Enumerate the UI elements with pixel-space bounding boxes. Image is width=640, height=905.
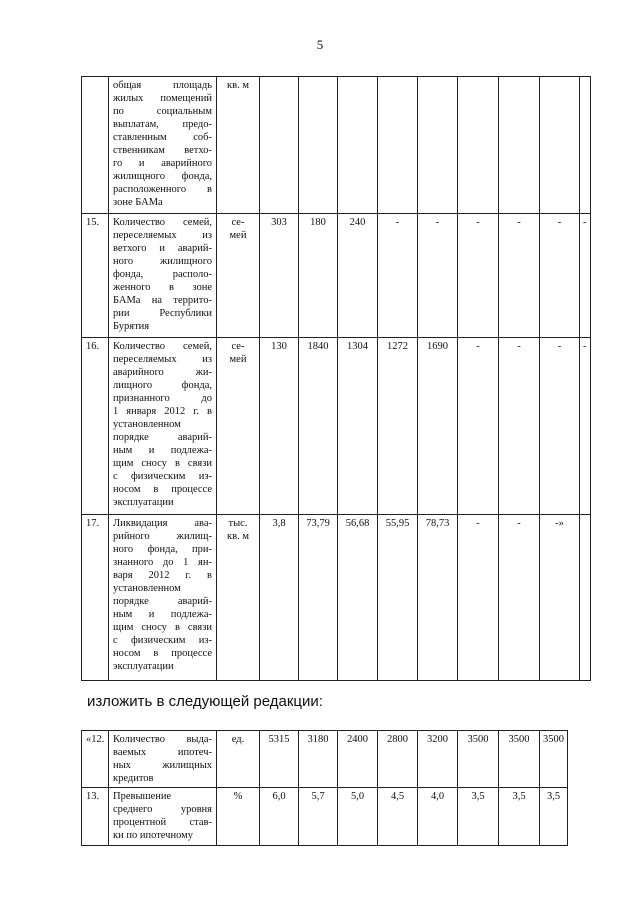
description-line: ного жилищного xyxy=(113,256,212,267)
description-line: установленном xyxy=(113,583,181,594)
value-cell: - xyxy=(378,214,418,338)
value-cell: 78,73 xyxy=(418,515,458,681)
value-cell: 73,79 xyxy=(299,515,338,681)
description-line: общая площадь xyxy=(113,80,212,91)
value-cell xyxy=(458,77,499,214)
value-cell: - xyxy=(499,338,540,515)
value-cell: 3500 xyxy=(458,731,499,788)
row-number: 17. xyxy=(82,515,109,681)
table-row xyxy=(82,788,568,846)
description-line: аварийного жи- xyxy=(113,367,212,378)
value-cell: 1690 xyxy=(418,338,458,515)
description-line: порядке аварий- xyxy=(113,596,212,607)
description-line: щим сносу в связи xyxy=(113,622,212,633)
indicator-description xyxy=(109,515,217,681)
description-line: переселяемых из xyxy=(113,230,212,241)
description-line: ным и подлежа- xyxy=(113,445,212,456)
row-number: «12. xyxy=(82,731,109,788)
value-cell: 3200 xyxy=(418,731,458,788)
description-line: носом в процессе xyxy=(113,484,212,495)
description-line: признанного до xyxy=(113,393,212,404)
description-line: варя 2012 г. в xyxy=(113,570,212,581)
value-cell: - xyxy=(499,214,540,338)
page-number: 5 xyxy=(316,37,324,52)
value-cell: 303 xyxy=(260,214,299,338)
description-line: зоне БАМа xyxy=(113,197,163,208)
value-cell xyxy=(338,77,378,214)
description-line: по социальным xyxy=(113,106,212,117)
description-line: ставленным соб- xyxy=(113,132,212,143)
description-line: БАМа на террито- xyxy=(113,295,212,306)
row-number: 13. xyxy=(82,788,109,846)
value-cell: 130 xyxy=(260,338,299,515)
description-line: кредитов xyxy=(113,773,154,784)
description-line: Количество семей, xyxy=(113,341,212,352)
description-line: щим сносу в связи xyxy=(113,458,212,469)
description-line: жилищного фонда, xyxy=(113,171,212,182)
value-cell: 4,0 xyxy=(418,788,458,846)
value-cell: 180 xyxy=(299,214,338,338)
description-line: процентной став- xyxy=(113,817,212,828)
value-cell: - xyxy=(540,214,580,338)
description-line: Количество семей, xyxy=(113,217,212,228)
row-number: 16. xyxy=(82,338,109,515)
description-line: ных жилищных xyxy=(113,760,212,771)
description-line: установленном xyxy=(113,419,181,430)
description-line: женного в зоне xyxy=(113,282,212,293)
value-cell: 5,7 xyxy=(299,788,338,846)
description-line: Ликвидация ава- xyxy=(113,518,212,529)
value-cell xyxy=(378,77,418,214)
value-cell: 3,8 xyxy=(260,515,299,681)
description-line: среднего уровня xyxy=(113,804,212,815)
indicator-description xyxy=(109,731,217,788)
value-cell: - xyxy=(458,338,499,515)
value-cell xyxy=(580,77,591,214)
table-row xyxy=(82,515,591,681)
value-cell: 3180 xyxy=(299,731,338,788)
description-line: рии Республики xyxy=(113,308,212,319)
description-line: ветхого и аварий- xyxy=(113,243,212,254)
row-number: 15. xyxy=(82,214,109,338)
description-line: фонда, располо- xyxy=(113,269,212,280)
value-cell: - xyxy=(580,214,591,338)
description-line: 1 января 2012 г. в xyxy=(113,406,212,417)
description-line: Превышение xyxy=(113,791,172,802)
description-line: жилых помещений xyxy=(113,93,212,104)
unit-of-measure: се- мей xyxy=(217,214,260,338)
description-line: ки по ипотечному xyxy=(113,830,194,841)
value-cell: - xyxy=(418,214,458,338)
value-cell: 1272 xyxy=(378,338,418,515)
value-cell: - xyxy=(580,338,591,515)
unit-of-measure: тыс. кв. м xyxy=(217,515,260,681)
description-line: выплатам, предо- xyxy=(113,119,212,130)
value-cell: 2800 xyxy=(378,731,418,788)
row-number xyxy=(82,77,109,214)
value-cell: 5315 xyxy=(260,731,299,788)
indicator-table-top xyxy=(81,76,591,681)
value-cell: 3500 xyxy=(499,731,540,788)
value-cell: 3500 xyxy=(540,731,568,788)
value-cell: -» xyxy=(540,515,580,681)
description-line: расположенного в xyxy=(113,184,212,195)
value-cell xyxy=(540,77,580,214)
indicator-description xyxy=(109,338,217,515)
value-cell xyxy=(580,515,591,681)
value-cell xyxy=(499,77,540,214)
value-cell: 1304 xyxy=(338,338,378,515)
description-line: знанного до 1 ян- xyxy=(113,557,212,568)
description-line: с физическим из- xyxy=(113,471,212,482)
value-cell: 56,68 xyxy=(338,515,378,681)
description-line: с физическим из- xyxy=(113,635,212,646)
value-cell: - xyxy=(499,515,540,681)
description-line: порядке аварий- xyxy=(113,432,212,443)
indicator-table-bottom xyxy=(81,730,568,846)
description-line: эксплуатации xyxy=(113,497,174,508)
value-cell: 4,5 xyxy=(378,788,418,846)
description-line: переселяемых из xyxy=(113,354,212,365)
value-cell: 2400 xyxy=(338,731,378,788)
value-cell xyxy=(299,77,338,214)
value-cell: 55,95 xyxy=(378,515,418,681)
indicator-description xyxy=(109,214,217,338)
description-line: лищного фонда, xyxy=(113,380,212,391)
value-cell xyxy=(418,77,458,214)
value-cell: 6,0 xyxy=(260,788,299,846)
value-cell: - xyxy=(458,515,499,681)
value-cell: - xyxy=(540,338,580,515)
description-line: Бурятия xyxy=(113,321,150,332)
unit-of-measure: кв. м xyxy=(217,77,260,214)
value-cell: 1840 xyxy=(299,338,338,515)
value-cell: 3,5 xyxy=(458,788,499,846)
description-line: ственникам ветхо- xyxy=(113,145,212,156)
value-cell: 3,5 xyxy=(540,788,568,846)
description-line: носом в процессе xyxy=(113,648,212,659)
description-line: ваемых ипотеч- xyxy=(113,747,212,758)
value-cell xyxy=(260,77,299,214)
table-row xyxy=(82,731,568,788)
description-line: го и аварийного xyxy=(113,158,212,169)
unit-of-measure: % xyxy=(217,788,260,846)
description-line: ным и подлежа- xyxy=(113,609,212,620)
description-line: Количество выда- xyxy=(113,734,212,745)
description-line: рийного жилищ- xyxy=(113,531,212,542)
description-line: ного фонда, при- xyxy=(113,544,212,555)
value-cell: 240 xyxy=(338,214,378,338)
indicator-description xyxy=(109,788,217,846)
value-cell: 3,5 xyxy=(499,788,540,846)
section-heading: изложить в следующей редакции: xyxy=(87,693,323,710)
unit-of-measure: се- мей xyxy=(217,338,260,515)
table-row xyxy=(82,77,591,214)
value-cell: - xyxy=(458,214,499,338)
description-line: эксплуатации xyxy=(113,661,174,672)
unit-of-measure: ед. xyxy=(217,731,260,788)
table-row xyxy=(82,338,591,515)
table-row xyxy=(82,214,591,338)
value-cell: 5,0 xyxy=(338,788,378,846)
indicator-description xyxy=(109,77,217,214)
